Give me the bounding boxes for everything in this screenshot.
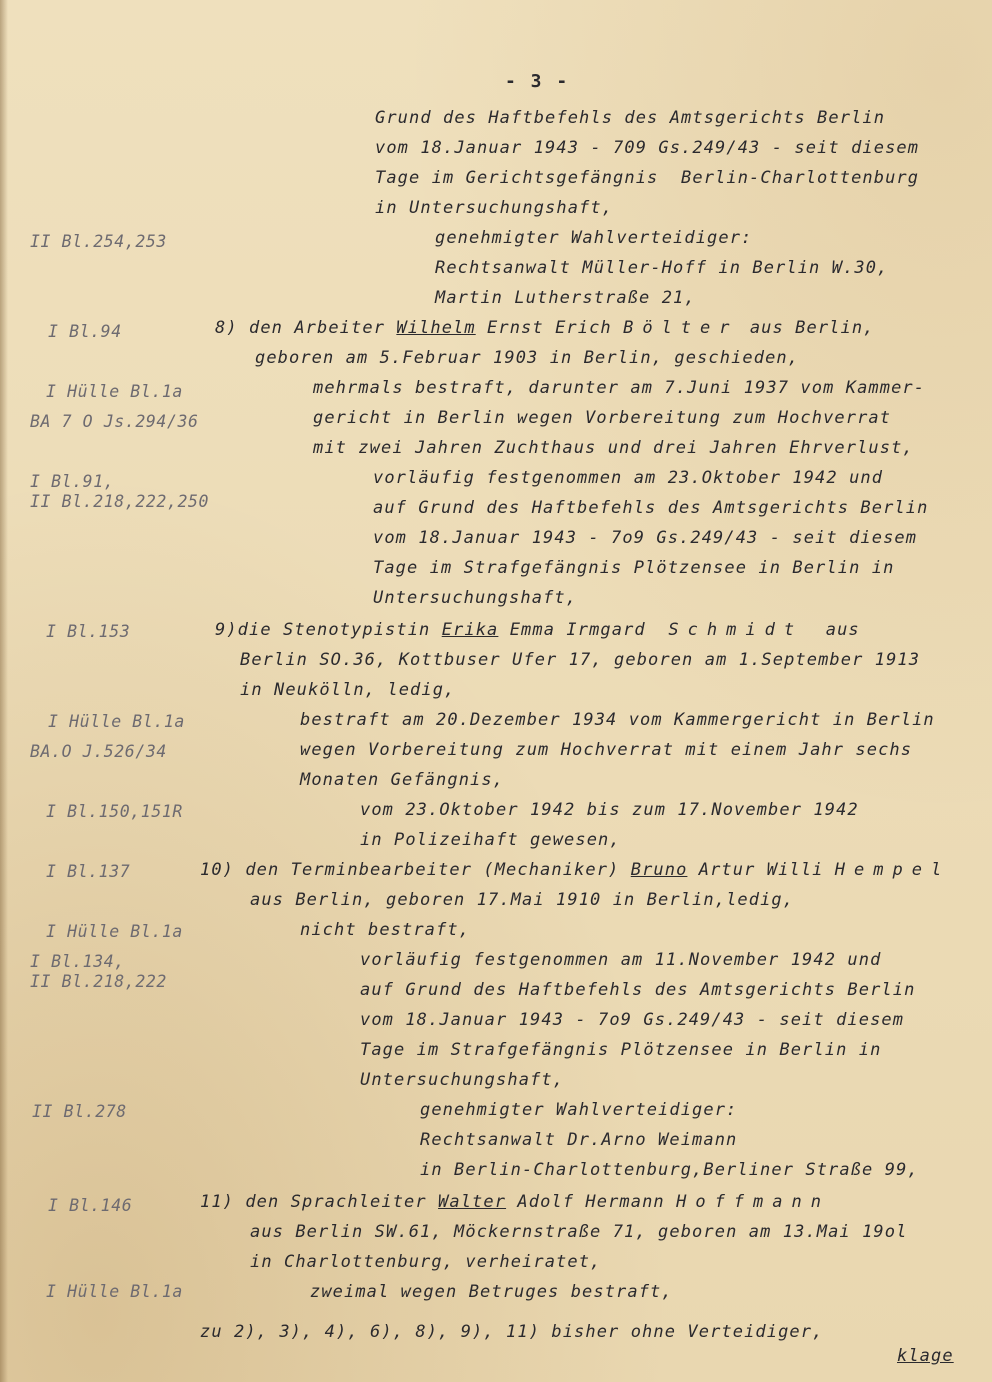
text-segment: Emma Irmgard bbox=[498, 620, 669, 640]
body-line: vom 18.Januar 1943 - 709 Gs.249/43 - seit diesem bbox=[375, 138, 920, 158]
body-line: aus Berlin SW.61, Möckernstraße 71, geboren am 13.Mai 19ol bbox=[250, 1222, 908, 1242]
margin-reference: I Hülle Bl.1a bbox=[46, 1282, 183, 1301]
margin-reference: II Bl.218,222,250 bbox=[30, 492, 210, 511]
margin-reference: BA 7 O Js.294/36 bbox=[30, 412, 199, 431]
body-line: genehmigter Wahlverteidiger: bbox=[420, 1100, 738, 1120]
body-line: genehmigter Wahlverteidiger: bbox=[435, 228, 753, 248]
body-line: Tage im Gerichtsgefängnis Berlin-Charlottenburg bbox=[375, 168, 920, 188]
underlined-first-name: Bruno bbox=[630, 860, 688, 880]
margin-reference: II Bl.218,222 bbox=[30, 972, 167, 991]
body-line: vom 18.Januar 1943 - 7o9 Gs.249/43 - seit diesem bbox=[373, 528, 918, 548]
body-line: wegen Vorbereitung zum Hochverrat mit einem Jahr sechs bbox=[300, 740, 913, 760]
body-line: nicht bestraft, bbox=[300, 920, 471, 940]
body-line: auf Grund des Haftbefehls des Amtsgerichts Berlin bbox=[360, 980, 916, 1000]
defendant-11-line bbox=[200, 1192, 830, 1212]
body-line: Rechtsanwalt Dr.Arno Weimann bbox=[420, 1130, 738, 1150]
underlined-first-name: Wilhelm bbox=[396, 318, 476, 338]
margin-reference: I Bl.137 bbox=[46, 862, 131, 881]
body-line: vorläufig festgenommen am 23.Oktober 1942 und bbox=[373, 468, 884, 488]
body-line: in Berlin-Charlottenburg,Berliner Straße 99, bbox=[420, 1160, 919, 1180]
defendant-9-line bbox=[215, 620, 860, 640]
underlined-first-name: Erika bbox=[441, 620, 499, 640]
body-line: auf Grund des Haftbefehls des Amtsgerichts Berlin bbox=[373, 498, 929, 518]
text-segment: Ernst Erich bbox=[475, 318, 624, 338]
text-segment: 8) den Arbeiter bbox=[215, 318, 397, 338]
margin-reference: I Bl.91, bbox=[30, 472, 115, 491]
klage-word: klage bbox=[897, 1346, 954, 1366]
defendant-8-line bbox=[215, 318, 875, 338]
text-segment: Artur Willi bbox=[687, 860, 835, 880]
margin-reference: I Hülle Bl.1a bbox=[48, 712, 185, 731]
body-line: Tage im Strafgefängnis Plötzensee in Berlin in bbox=[373, 558, 895, 578]
body-line: Monaten Gefängnis, bbox=[300, 770, 505, 790]
margin-reference: I Hülle Bl.1a bbox=[46, 382, 183, 401]
body-line: Martin Lutherstraße 21, bbox=[435, 288, 696, 308]
body-line: geboren am 5.Februar 1903 in Berlin, geschieden, bbox=[255, 348, 800, 368]
spaced-surname: Hempel bbox=[834, 860, 951, 880]
body-line: Tage im Strafgefängnis Plötzensee in Berlin in bbox=[360, 1040, 882, 1060]
text-segment: aus Berlin, bbox=[738, 318, 875, 338]
spaced-surname: Schmidt bbox=[668, 620, 804, 640]
spaced-surname: Bölter bbox=[623, 318, 739, 338]
body-line: vom 18.Januar 1943 - 7o9 Gs.249/43 - seit diesem bbox=[360, 1010, 905, 1030]
body-line: mit zwei Jahren Zuchthaus und drei Jahren Ehrverlust, bbox=[313, 438, 914, 458]
paper-edge-shadow bbox=[0, 0, 8, 1382]
body-line: vom 23.Oktober 1942 bis zum 17.November 1942 bbox=[360, 800, 859, 820]
body-line: zu 2), 3), 4), 6), 8), 9), 11) bisher ohne Verteidiger, bbox=[200, 1322, 824, 1342]
defendant-10-line bbox=[200, 860, 950, 880]
text-segment: aus bbox=[803, 620, 860, 640]
spaced-surname: Hoffmann bbox=[676, 1192, 830, 1212]
margin-reference: I Bl.134, bbox=[30, 952, 125, 971]
margin-reference: I Bl.150,151R bbox=[46, 802, 183, 821]
body-line: in Neukölln, ledig, bbox=[240, 680, 456, 700]
body-line: in Charlottenburg, verheiratet, bbox=[250, 1252, 602, 1272]
text-segment: Adolf Hermann bbox=[506, 1192, 677, 1212]
body-line: mehrmals bestraft, darunter am 7.Juni 1937 vom Kammer- bbox=[313, 378, 926, 398]
body-line: Untersuchungshaft, bbox=[360, 1070, 565, 1090]
text-segment: 11) den Sprachleiter bbox=[200, 1192, 439, 1212]
margin-reference: II Bl.278 bbox=[32, 1102, 127, 1121]
page-number: - 3 - bbox=[505, 71, 570, 92]
body-line: zweimal wegen Betruges bestraft, bbox=[310, 1282, 673, 1302]
body-line: in Polizeihaft gewesen, bbox=[360, 830, 621, 850]
margin-reference: I Bl.146 bbox=[48, 1196, 133, 1215]
body-line: gericht in Berlin wegen Vorbereitung zum Hochverrat bbox=[313, 408, 892, 428]
body-line: Grund des Haftbefehls des Amtsgerichts Berlin bbox=[375, 108, 886, 128]
body-line: in Untersuchungshaft, bbox=[375, 198, 614, 218]
body-line: bestraft am 20.Dezember 1934 vom Kammergericht in Berlin bbox=[300, 710, 935, 730]
underlined-first-name: Walter bbox=[438, 1192, 507, 1212]
body-line: aus Berlin, geboren 17.Mai 1910 in Berlin,ledig, bbox=[250, 890, 795, 910]
body-line: vorläufig festgenommen am 11.November 1942 und bbox=[360, 950, 882, 970]
margin-reference: II Bl.254,253 bbox=[30, 232, 167, 251]
body-line: Untersuchungshaft, bbox=[373, 588, 578, 608]
body-line: Berlin SO.36, Kottbuser Ufer 17, geboren am 1.September 1913 bbox=[240, 650, 921, 670]
margin-reference: BA.O J.526/34 bbox=[30, 742, 167, 761]
text-segment: 9)die Stenotypistin bbox=[215, 620, 442, 640]
margin-reference: I Bl.153 bbox=[46, 622, 131, 641]
body-line: Rechtsanwalt Müller-Hoff in Berlin W.30, bbox=[435, 258, 889, 278]
text-segment: 10) den Terminbearbeiter (Mechaniker) bbox=[200, 860, 631, 880]
margin-reference: I Bl.94 bbox=[48, 322, 122, 341]
margin-reference: I Hülle Bl.1a bbox=[46, 922, 183, 941]
